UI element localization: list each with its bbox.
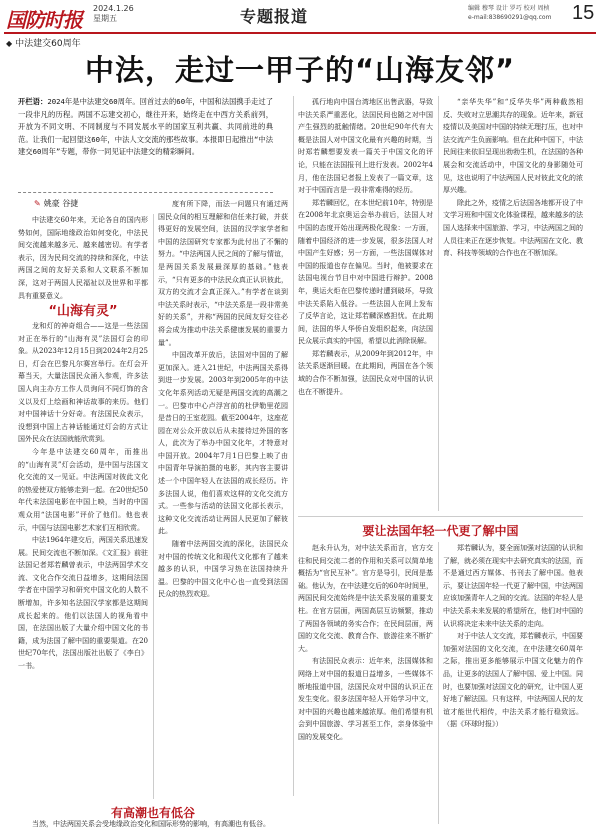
column-4-bottom	[443, 542, 583, 824]
header-divider	[4, 32, 596, 34]
paragraph: 中法1964年建交后，两国关系迅速发展。民间交流也不断加深。《文汇报》前驻法国记者郑若麟曾表示，中法两国学术交流、文化合作交流日益增多，这期间法国学者在中国学习和研究中国文化的人数不断增加，许多知名法国汉学家都是这期间成长起来的。他们以法国人的视角看中国，在法国出版了大量介绍中国文化的书籍，成为法国了解中国的重要渠道。在20世纪70年代，法国出版社出版了《李白》一书。	[18, 536, 148, 671]
paragraph: 孤行地向中国台湾地区出售武器，导致中法关系严重恶化，法国民间也随之对中国产生强烈的抵触情绪。20世纪90年代有大概是法国人对中国文化最有兴趣的时期，当时郑若麟想要发表一篇关于中国文化的评论，只能在法国报刊上进行发表。2002年4月，他在法国记者报上发表了一篇文章，这对于中国而言是一段非常难得的经历。	[298, 98, 433, 195]
paragraph: 今年是中法建交60周年，而推出的“山海有灵”灯会活动，是中国与法国文化交流的又一见证。中法两国对彼此文化的热爱使双方能够走到一起。在20世纪50年代末法国电影在中国上映，当时的中国观众用“法国电影”评价了他们。他也表示，中国与法国电影艺术家们互相欣赏。	[18, 447, 148, 532]
subhead-3: 要让法国年轻一代更了解中国	[362, 524, 519, 538]
lead-label: 开栏语：	[18, 97, 48, 106]
byline	[34, 198, 78, 209]
article-headline: 中法，走过一甲子的“山海友邻”	[84, 53, 516, 87]
paragraph: 度有所下降，而法一问题只有通过两国民众间的相互理解和信任来打破，并获得更好的发展空间，法国的汉学家学者和中国的法国研究专家都为此付出了不懈的努力。“中法两国人民之间的了解与情谊，是两国关系发展最深厚的基础。”他表示，“只有更多的中法民众真正认识彼此，双方的交流才会真正深入。”有学者在谈到中法关系时表示，“中法关系是一段非常美好的关系”，并称“两国的民间友好交往必将会成为推动中法关系健康发展的重要力量”。	[158, 200, 288, 347]
series-text: 中法建交60周年	[15, 39, 81, 49]
page-number: 15	[572, 2, 595, 24]
subhead-1: “山海有灵”	[48, 304, 118, 319]
editor-credits	[468, 4, 551, 22]
issue-date	[93, 4, 134, 24]
subhead-2: 有高潮也有低谷	[110, 806, 195, 820]
paragraph: 随着中法两国交流的深化，法国民众对中国的传统文化和现代文化都有了越来越多的认识，中国学习热在法国持续升温。巴黎的中国文化中心也一直受到法国民众的热烈欢迎。	[158, 540, 288, 599]
paragraph: 除此之外，疫情之后法国各地都开设了中文学习班和中国文化体验课程，越来越多的法国人选择来中国旅游、学习，中法两国之间的人员往来正在逐步恢复。中法两国在文化、教育、科技等领域的合作也在不断加深。	[443, 198, 583, 258]
paragraph: 郑若麟回忆，在本世纪前10年，特别是在2008年北京奥运会举办前后，法国人对中国的态度开始出现两极化现象：一方面，随着中国经济的进一步发展，很多法国人对中国产生好感；另一方面，一些法国媒体对中国的报道也存在偏见。当时，他被要求在法国电视台节目中对中国进行辩护。2008年，奥运火炬在巴黎传递时遭到破坏，导致中法关系陷入低谷。一些法国人在网上发布了反华言论，这让郑若麟深感担忧。在此期间，法国的华人华侨自发组织起来，向法国民众展示真实的中国，希望以此消除误解。	[298, 198, 433, 346]
section-divider	[298, 516, 583, 517]
column-divider	[293, 96, 294, 796]
column-divider	[438, 542, 439, 824]
diamond-icon: ◆	[6, 39, 13, 48]
paragraph: 龙和灯的神奇组合——这是一些法国对正在举行的“山海有灵”法国灯会的印象。从2023年12月15日到2024年2月25日，灯会在巴黎凡尔赛宫举行。在灯会开幕当天，大量法国民众涌入参观，许多法国人向主办方工作人员询问不同灯饰的含义以及灯上绘画和神话故事的来历。他们对中国神话十分好奇。有法国民众表示，没想到中国上古神话能通过灯会的方式让国外民众在法国就能欣赏到。	[18, 322, 148, 444]
lead-paragraph	[18, 96, 273, 159]
paragraph: 中法建交60年来，无论各自的国内形势如何，国际地缘政治如何变化，中法民间交流越来越多元、越来越密切。有学者表示，因为民间交流的持续和深化，中法两国之间的友好关系和人文联系不断加深，这对于两国人民福祉以及世界和平都具有重要意义。	[18, 216, 148, 300]
section-title: 专题报道	[240, 7, 309, 26]
weekday: 星期五	[93, 14, 117, 23]
newspaper-logo: 国防时报	[6, 8, 82, 32]
paragraph: 对于中法人文交流，郑若麟表示，中国要加强对法国的文化交流，在中法建交60周年之际，推出更多能够展示中国文化魅力的作品，让更多的法国人了解中国、爱上中国。同时，也要加强对法国文化的研究，让中国人更好地了解法国。只有这样，中法两国人民的友谊才能世代相传，中法关系才能行稳致远。（据《环球时报》）	[443, 632, 583, 729]
paragraph: “亲华失华”和“反华失华”两种截然相反、失败对立思潮共存的现象。近年来，新冠疫情以及美国对中国的持续无理打压，也对中法交流产生负面影响。但在此种中国下，中法民间往来依旧呈现出勃勃生机，在法国的各种展会和交流活动中，中国文化的身影随处可见，这也说明了中法两国人民对彼此文化的浓厚兴趣。	[443, 98, 583, 195]
column-3-top	[298, 96, 433, 511]
column-divider	[438, 96, 439, 511]
column-1-body	[18, 320, 148, 798]
lead-divider	[18, 192, 273, 193]
column-4-top	[443, 96, 583, 511]
paragraph: 赵永升认为，对中法关系而言，官方交往和民间交流二者的作用和关系可以简单地概括为“官民互补”。官方是导引，民间是基础。他认为，在中法建交后的60年时间里，两国民间交流始终是中法关系发展的重要支柱。在官方层面，两国高层互访频繁，推动了两国各领域的务实合作；在民间层面，两国的文化交流、教育合作、旅游往来不断扩大。	[298, 544, 433, 653]
author-names: 姚豪 谷捷	[43, 199, 79, 208]
paragraph: 中国改革开放后，法国对中国的了解更加深入。进入21世纪，中法两国关系得到进一步发展。2003年到2005年的中法文化年系列活动无疑是两国交流的高潮之一。巴黎市中心卢浮宫前的杜伊勒里花园是昔日的王室花园。截至2004年，这座花园在对公众开放以后从未接待过外国的客人，此次为了举办中国文化年，才特意对中国开放。2004年7月1日巴黎上映了由中国青年导演拍摄的电影，其内容主要讲述一个中国年轻人在法国的成长经历。许多法国人说，他们喜欢这样的文化交流方式。一些参与活动的法国文化部长表示，这种文化交流活动让两国人民更加了解彼此。	[158, 351, 288, 536]
column-1-tail	[18, 818, 288, 828]
paragraph: 郑若麟认为，要全面加强对法国的认识和了解，就必须在现实中去研究真实的法国，而不是通过西方媒体、书刊去了解中国。他表示，要让法国年轻一代更了解中国，中法两国应该加强青年人之间的交流。法国的年轻人是中法关系未来发展的希望所在，他们对中国的认识将决定未来中法关系的走向。	[443, 544, 583, 628]
editor-names: 编辑 穆琴 设计 罗巧 校对 周桢	[468, 5, 550, 12]
paragraph: 有法国民众表示：近年来，法国媒体和网络上对中国的报道日益增多，一些媒体不断地报道中国，法国民众对中国的认识正在发生变化。很多法国年轻人开始学习中文，对中国的兴趣也越来越浓厚。他们希望有机会到中国旅游、学习甚至工作，亲身体验中国的发展变化。	[298, 657, 433, 741]
column-divider	[153, 214, 154, 799]
date: 2024.1.26	[93, 4, 134, 13]
editor-email: e-mail:838690291@qq.com	[468, 14, 552, 21]
lead-text: 2024年是中法建交60周年。回首过去的60年，中国和法国携手走过了一段非凡的历程。两国不忘建交初心，继往开来，始终走在中西方关系前列，开放为不同文明、不同制度与不同发展水平的国家互利共赢、共同前进的典范。让我们一起回望这60年，中法人文交流的那些故事。本报即日起推出“中法建交60周年”专题，带你一同见证中法建交的精彩瞬间。	[18, 97, 273, 157]
column-1-intro	[18, 214, 148, 300]
masthead	[0, 0, 600, 32]
column-3-bottom	[298, 542, 433, 824]
column-2	[158, 198, 288, 798]
paragraph: 当然，中法两国关系会受地缘政治变化和国际形势的影响，有高潮也有低谷。	[32, 820, 270, 828]
paragraph: 郑若麟表示，从2009年到2012年，中法关系逐渐回暖。在此期间，两国在各个领域的合作不断加强，法国民众对中国的认识也在不断提升。	[298, 349, 433, 396]
pencil-icon: ✎	[34, 199, 41, 208]
